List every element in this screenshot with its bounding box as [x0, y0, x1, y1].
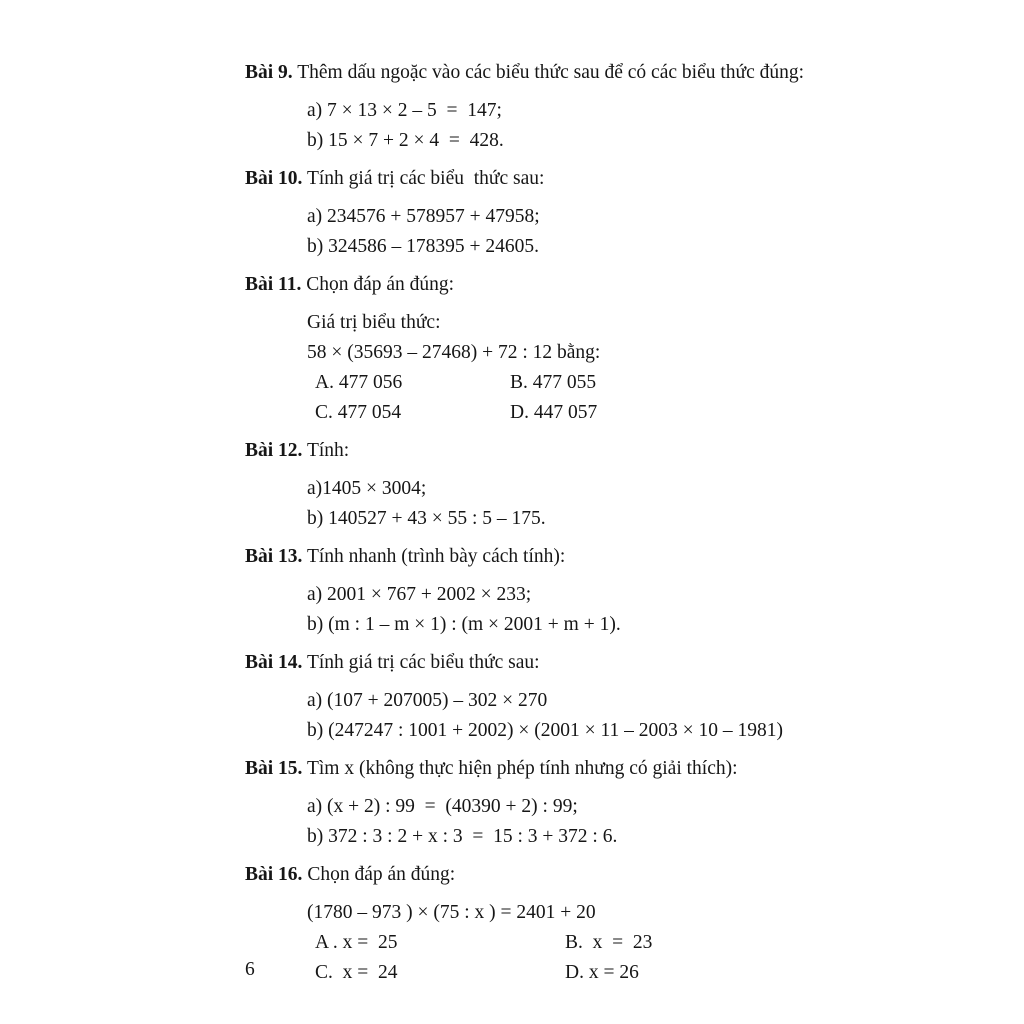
choice-option: D. x = 26: [565, 962, 639, 983]
page-number: 6: [245, 959, 255, 980]
problem-title: Tính:: [306, 440, 350, 461]
problem: [245, 164, 845, 262]
problem-label: Bài 10.: [245, 168, 303, 189]
choice-row: [315, 398, 845, 428]
problem-line: a) 234576 + 578957 + 47958;: [307, 206, 540, 227]
problem-heading: [245, 58, 845, 88]
problem-heading: [245, 270, 845, 300]
problem-title: Chọn đáp án đúng:: [307, 864, 456, 885]
problem-line: a) (x + 2) : 99 = (40390 + 2) : 99;: [307, 796, 578, 817]
problem-label: Bài 9.: [245, 62, 293, 83]
choice-row: [315, 368, 845, 398]
problem-line: Giá trị biểu thức:: [307, 312, 441, 333]
choice-option: D. 447 057: [510, 402, 598, 423]
problem-label: Bài 15.: [245, 758, 303, 779]
problem-label: Bài 16.: [245, 864, 303, 885]
problem-heading: [245, 860, 845, 890]
problem-line: a) (107 + 207005) – 302 × 270: [307, 690, 548, 711]
problem-title: Tính giá trị các biểu thức sau:: [306, 168, 545, 189]
problem-heading: [245, 164, 845, 194]
problem-label: Bài 12.: [245, 440, 303, 461]
problem-title: Chọn đáp án đúng:: [306, 274, 455, 295]
problem-line: b) 15 × 7 + 2 × 4 = 428.: [307, 130, 504, 151]
problem-line: 58 × (35693 – 27468) + 72 : 12 bằng:: [307, 342, 601, 363]
choice-option: B. 477 055: [510, 372, 597, 393]
problem-title: Tìm x (không thực hiện phép tính nhưng có giải thích):: [306, 758, 738, 779]
problem: [245, 58, 845, 156]
problem-heading: [245, 648, 845, 678]
problem-heading: [245, 754, 845, 784]
problem: [245, 860, 845, 988]
problem: [245, 436, 845, 534]
problem-heading: [245, 436, 845, 466]
choice-option: A . x = 25: [315, 932, 398, 953]
problem-line: b) 140527 + 43 × 55 : 5 – 175.: [307, 508, 546, 529]
problem-title: Tính giá trị các biểu thức sau:: [306, 652, 540, 673]
problem: [245, 270, 845, 428]
problem-line: b) (247247 : 1001 + 2002) × (2001 × 11 – 2003 × 10 – 1981): [307, 720, 784, 741]
choice-row: [315, 928, 845, 958]
problem-line: a) 2001 × 767 + 2002 × 233;: [307, 584, 532, 605]
choice-option: A. 477 056: [315, 372, 403, 393]
problem-heading: [245, 542, 845, 572]
problem-line: a)1405 × 3004;: [307, 478, 427, 499]
problem-title: Tính nhanh (trình bày cách tính):: [306, 546, 566, 567]
choice-option: B. x = 23: [565, 932, 653, 953]
problem: [245, 648, 845, 746]
choice-option: C. x = 24: [315, 962, 398, 983]
problem-line: b) 324586 – 178395 + 24605.: [307, 236, 539, 257]
problem-line: b) (m : 1 – m × 1) : (m × 2001 + m + 1).: [307, 614, 621, 635]
problem: [245, 542, 845, 640]
problem-title: Thêm dấu ngoặc vào các biểu thức sau để có các biểu thức đúng:: [297, 62, 805, 83]
problem-label: Bài 11.: [245, 274, 302, 295]
problem-line: b) 372 : 3 : 2 + x : 3 = 15 : 3 + 372 : 6.: [307, 826, 618, 847]
problem-label: Bài 13.: [245, 546, 303, 567]
problem-line: a) 7 × 13 × 2 – 5 = 147;: [307, 100, 502, 121]
choice-row: [315, 958, 845, 988]
problem: [245, 754, 845, 852]
exercise-list: [245, 58, 845, 996]
problem-label: Bài 14.: [245, 652, 303, 673]
choice-option: C. 477 054: [315, 402, 402, 423]
problem-line: (1780 – 973 ) × (75 : x ) = 2401 + 20: [307, 902, 596, 923]
